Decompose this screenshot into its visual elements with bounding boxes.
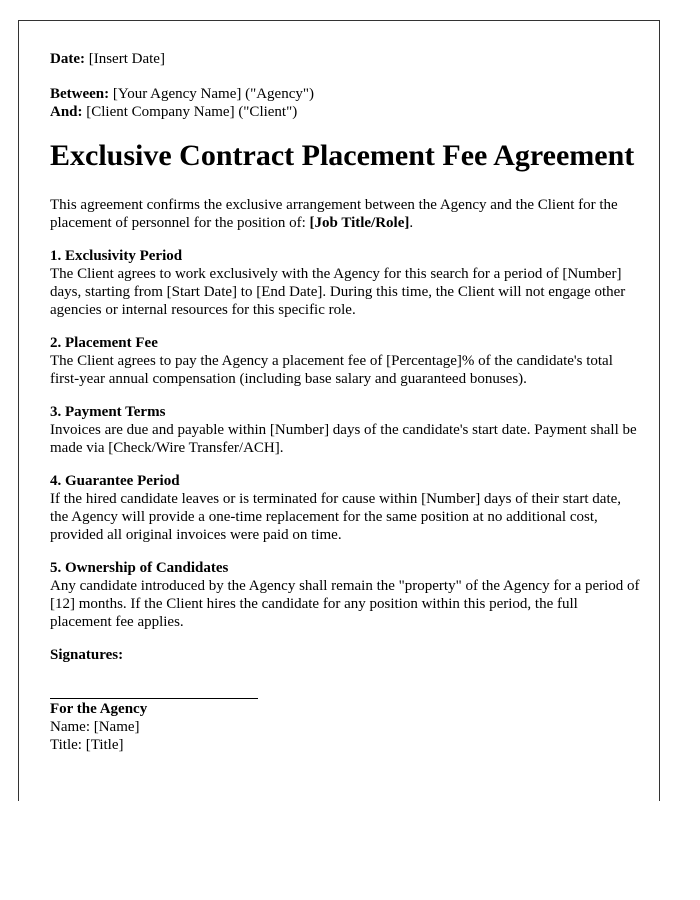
date-value: [Insert Date] <box>84 51 165 67</box>
between-value: [Your Agency Name] ("Agency") <box>109 86 314 102</box>
section-body: Any candidate introduced by the Agency shall remain the "property" of the Agency for a period of [12] months. If the Client hires the candidate for any position within this period, the full placement fee applies. <box>50 578 640 630</box>
agency-title-line: Title: [Title] <box>50 737 124 753</box>
section-heading: 5. Ownership of Candidates <box>50 560 229 576</box>
intro-end: . <box>409 215 414 231</box>
signature-line <box>50 698 258 699</box>
intro-paragraph <box>50 196 640 232</box>
section-heading: 2. Placement Fee <box>50 335 158 351</box>
date-label: Date: <box>50 51 85 67</box>
intro-text: This agreement confirms the exclusive arrangement between the Agency and the Client for the placement of personnel for the position of: <box>50 197 618 231</box>
section-exclusivity <box>50 247 640 319</box>
section-body: The Client agrees to pay the Agency a placement fee of [Percentage]% of the candidate's total first-year annual compensation (including base salary and guaranteed bonuses). <box>50 353 613 387</box>
and-value: [Client Company Name] ("Client") <box>82 104 298 120</box>
signatures-heading: Signatures: <box>50 647 124 663</box>
between-line <box>50 85 640 103</box>
section-ownership <box>50 559 640 631</box>
intro-role: [Job Title/Role] <box>309 215 410 231</box>
section-body: If the hired candidate leaves or is terminated for cause within [Number] days of their start date, the Agency will provide a one-time replacement for the same position at no additional cost, provided all original invoices were paid on time. <box>50 491 622 543</box>
date-line <box>50 50 640 68</box>
between-label: Between: <box>50 86 110 102</box>
page-title: Exclusive Contract Placement Fee Agreement <box>50 139 635 172</box>
agency-name-line: Name: [Name] <box>50 719 140 735</box>
section-heading: 3. Payment Terms <box>50 404 166 420</box>
and-label: And: <box>50 104 83 120</box>
document-page <box>18 20 660 801</box>
agency-signature-label: For the Agency <box>50 701 148 717</box>
section-body: Invoices are due and payable within [Number] days of the candidate's start date. Payment shall be made via [Check/Wire Transfer/ACH]. <box>50 422 637 456</box>
section-body: The Client agrees to work exclusively with the Agency for this search for a period of [Number] days, starting from [Start Date] to [End Date]. During this time, the Client will not engage other agencies or internal resources for this specific role. <box>50 266 626 318</box>
section-payment-terms <box>50 403 640 457</box>
section-heading: 1. Exclusivity Period <box>50 248 183 264</box>
and-line <box>50 103 640 121</box>
section-placement-fee <box>50 334 640 388</box>
section-guarantee-period <box>50 472 640 544</box>
document-content <box>50 50 640 754</box>
section-heading: 4. Guarantee Period <box>50 473 180 489</box>
